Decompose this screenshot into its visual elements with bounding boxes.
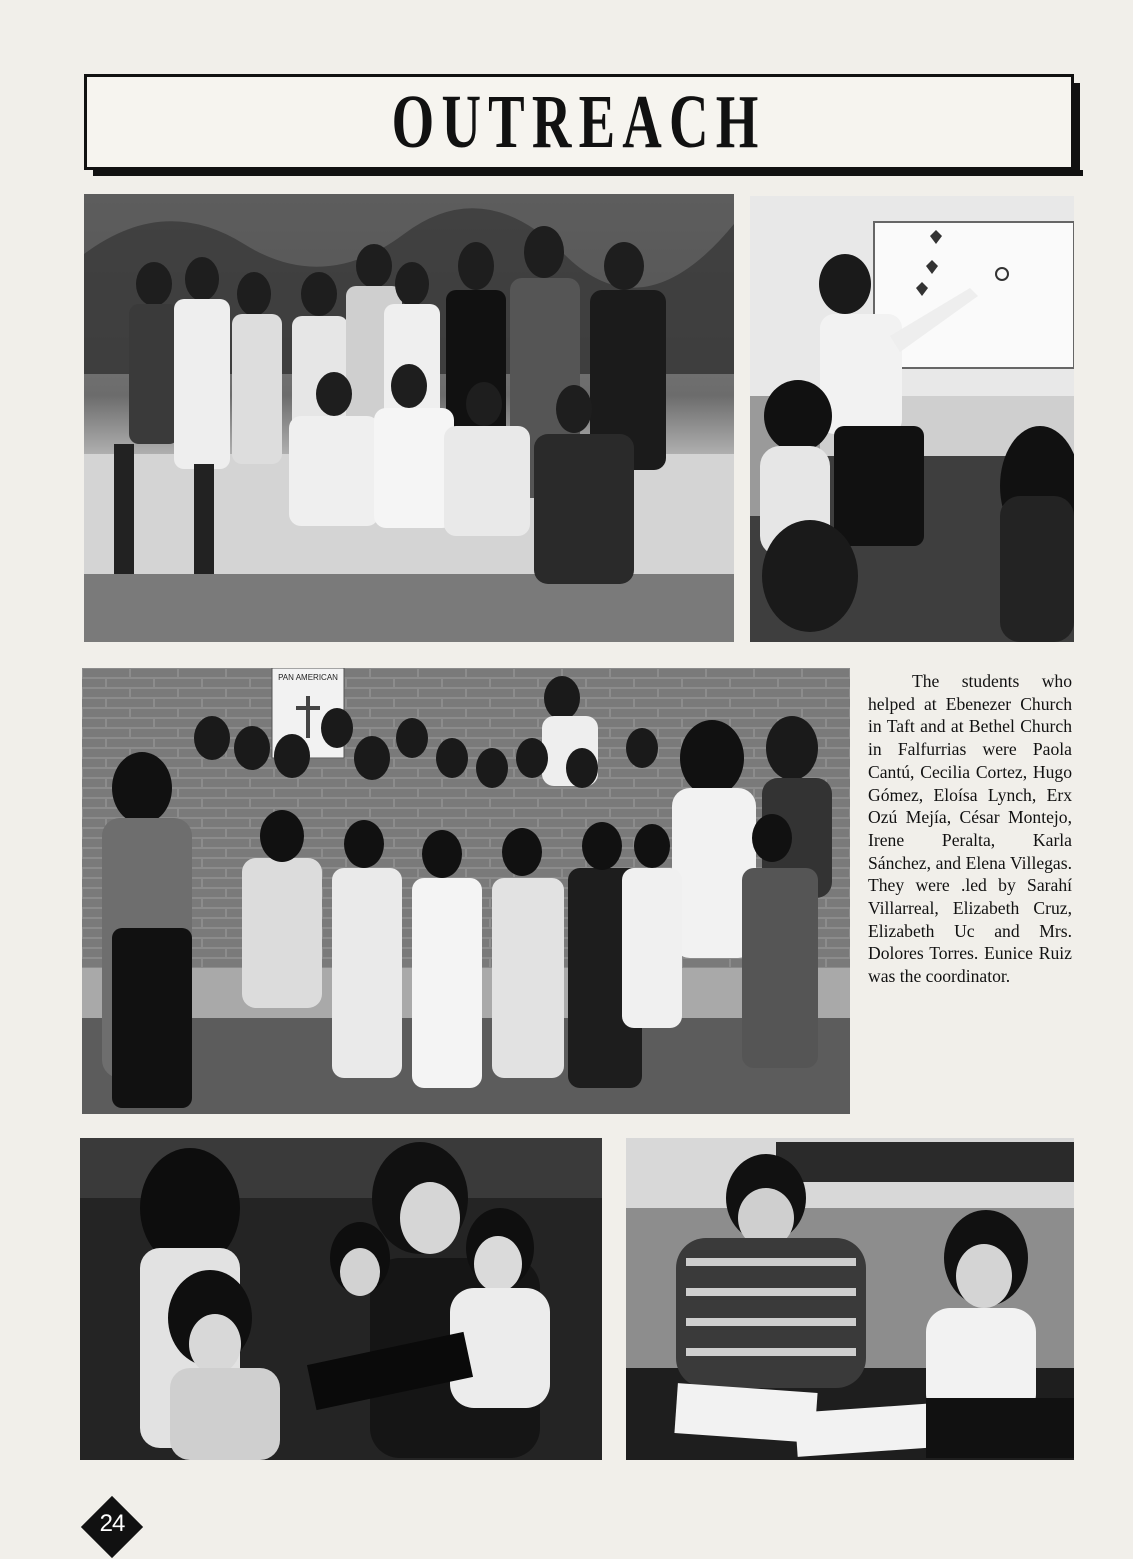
church-sign-text: PAN AMERICAN xyxy=(278,673,338,682)
photo-reading-with-children-image xyxy=(80,1138,602,1460)
photo-writing-at-table-image xyxy=(626,1138,1074,1460)
photo-church-group-image xyxy=(82,668,850,1114)
photo-teacher-at-board-image xyxy=(750,196,1074,642)
photo-teacher-at-board xyxy=(750,196,1074,642)
page-title: OUTREACH xyxy=(392,80,766,164)
photo-writing-at-table xyxy=(626,1138,1074,1460)
photo-outdoor-group-image xyxy=(84,194,734,642)
page-number-badge xyxy=(80,1495,144,1559)
photo-reading-with-children xyxy=(80,1138,602,1460)
page-number: 24 xyxy=(99,1510,125,1537)
photo-church-group xyxy=(82,668,850,1114)
photo-outdoor-group xyxy=(84,194,734,642)
page-title-box xyxy=(84,74,1074,170)
caption-text: The students who helped at Ebenezer Church in Taft and at Bethel Church in Falfurrias were Paola Cantú, Cecilia Cortez, Hugo Gómez, Eloísa Lynch, Erx Ozú Mejía, César Montejo, Irene Peralta, Karla Sánchez, and Elena Villegas. They were .led by Sarahí Villarreal, Elizabeth Cruz, Elizabeth Uc and Mrs. Dolores Torres. Eunice Ruiz was the coordinator. xyxy=(868,671,1072,987)
